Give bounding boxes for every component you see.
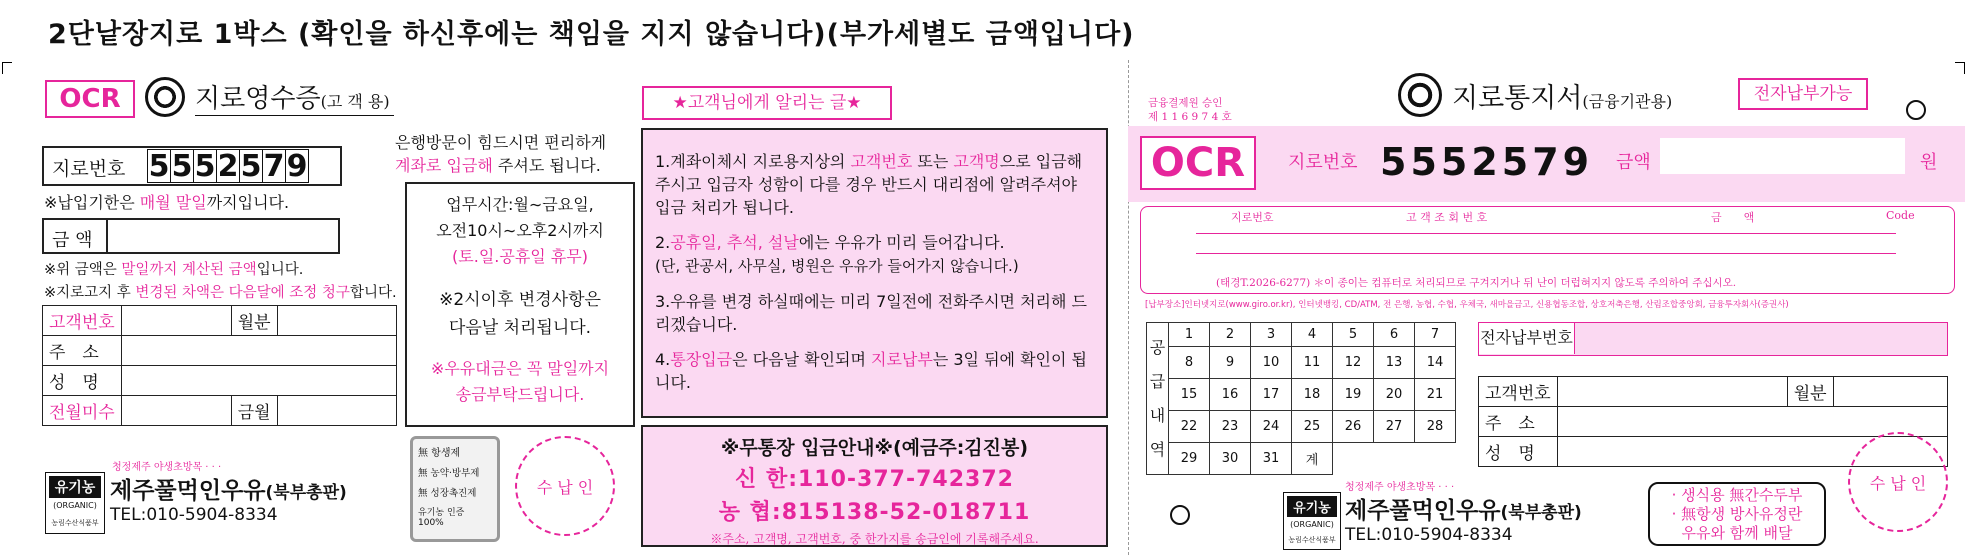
epay-number-field[interactable]: 전자납부번호 bbox=[1478, 322, 1948, 356]
business-hours-box: 업무시간:월∼금요일, 오전10시∼오후2시까지 (토.일.공휴일 휴무) ※2시이후 변경사항은 다음날 처리됩니다. ※우유대금은 꼭 말일까지 송금부탁드립니다. bbox=[405, 182, 635, 427]
phone-number: TEL:010-5904-8334 bbox=[1345, 525, 1513, 545]
amount-note: ※위 금액은 말일까지 계산된 금액입니다. bbox=[44, 262, 304, 278]
month-field[interactable] bbox=[1833, 377, 1947, 407]
table-row: 주 소 bbox=[1479, 407, 1948, 437]
calendar-day[interactable]: 21 bbox=[1415, 379, 1456, 411]
calendar-day[interactable]: 5 bbox=[1333, 323, 1374, 347]
notice-box bbox=[641, 128, 1108, 418]
brand-name: 제주풀먹인우유(북부총판) bbox=[1345, 498, 1582, 524]
calendar-day[interactable]: 17 bbox=[1251, 379, 1292, 411]
digit: 5 bbox=[171, 149, 193, 184]
approval-note: 금융결제원 승인 제 1 1 6 9 7 4 호 bbox=[1148, 97, 1232, 123]
supply-label: 공 급 내 역 bbox=[1147, 323, 1169, 475]
calendar-day[interactable]: 26 bbox=[1333, 411, 1374, 443]
receipt-stamp: 수 납 인 bbox=[1848, 432, 1948, 532]
digit: 9 bbox=[286, 149, 308, 184]
brand-name: 제주풀먹인우유(북부총판) bbox=[110, 478, 347, 504]
calendar-day[interactable]: 24 bbox=[1251, 411, 1292, 443]
amount-field[interactable] bbox=[42, 218, 340, 254]
notice-title: ★고객님에게 알리는 글★ bbox=[642, 86, 892, 120]
table-row: 성 명 bbox=[1479, 437, 1948, 467]
arrears-field[interactable] bbox=[121, 396, 231, 426]
supply-calendar bbox=[1146, 322, 1456, 475]
ocr-badge: OCR bbox=[1140, 136, 1256, 190]
table-row: 주 소 bbox=[43, 336, 397, 366]
calendar-day[interactable]: 7 bbox=[1415, 323, 1456, 347]
calendar-day[interactable]: 8 bbox=[1169, 347, 1210, 379]
page-title: 2단낱장지로 1박스 (확인을 하신후에는 책임을 지지 않습니다)(부가세별도 금액입니다) bbox=[48, 19, 1135, 50]
calendar-day[interactable]: 14 bbox=[1415, 347, 1456, 379]
registration-mark-icon bbox=[1906, 100, 1926, 120]
calendar-day[interactable]: 4 bbox=[1292, 323, 1333, 347]
phone-number: TEL:010-5904-8334 bbox=[110, 505, 278, 525]
nonghyup-account: 농 협:815138-52-018711 bbox=[718, 500, 1031, 525]
calendar-day[interactable]: 16 bbox=[1210, 379, 1251, 411]
certification-box: 無 항생제 無 농약·방부제 無 성장촉진제 유기농 인증 100% bbox=[410, 436, 500, 542]
calendar-day[interactable]: 13 bbox=[1374, 347, 1415, 379]
amount-field[interactable] bbox=[1660, 138, 1905, 174]
crop-mark bbox=[1955, 62, 1965, 74]
digit: 5 bbox=[240, 149, 262, 184]
payment-places: [납부장소]인터넷지로(www.giro.or.kr), 인터넷뱅킹, CD/ATM, 전 은행, 농협, 수협, 우체국, 새마을금고, 신용협동조합, 상호저축은행, 산림조합중앙회, 금융투자회사(증권사) bbox=[1145, 300, 1789, 310]
table-row: 전월미수 금월 bbox=[43, 396, 397, 426]
calendar-day[interactable]: 30 bbox=[1210, 443, 1251, 475]
digit: 5 bbox=[194, 149, 216, 184]
registration-mark-icon bbox=[1170, 505, 1190, 525]
giro-number-label: 지로번호 bbox=[1288, 152, 1358, 173]
calendar-day[interactable]: 27 bbox=[1374, 411, 1415, 443]
bank-visit-note-2: 계좌로 입금해 주셔도 됩니다. bbox=[395, 156, 601, 175]
brand-tagline: 청정제주 야생초방목 · · · bbox=[112, 462, 222, 473]
giro-logo-icon bbox=[145, 77, 185, 117]
receipt-title: 지로영수증(고 객 용) bbox=[195, 78, 394, 116]
epay-badge: 전자납부가능 bbox=[1738, 78, 1868, 110]
adjust-note: ※지로고지 후 변경된 차액은 다음달에 조정 청구합니다. bbox=[44, 285, 397, 301]
ocr-band bbox=[1128, 126, 1965, 202]
giro-number-box bbox=[42, 146, 342, 186]
amount-label: 금 액 bbox=[52, 230, 93, 251]
table-row: 고객번호 월분 bbox=[43, 306, 397, 336]
brand-tagline: 청정제주 야생초방목 · · · bbox=[1345, 482, 1455, 493]
calendar-day[interactable]: 19 bbox=[1333, 379, 1374, 411]
table-row: 성 명 bbox=[43, 366, 397, 396]
organic-badge: 유기농 (ORGANIC) 농림수산식품부 bbox=[45, 472, 105, 534]
ocr-badge: OCR bbox=[45, 80, 135, 118]
customer-no-field[interactable] bbox=[121, 306, 231, 336]
notice-item: 4.통장입금은 다음날 확인되며 지로납부는 3일 뒤에 확인이 됩니다. bbox=[655, 350, 1087, 392]
crop-mark bbox=[2, 62, 12, 74]
notice-form-title: 지로통지서(금융기관용) bbox=[1452, 83, 1673, 114]
giro-number-label: 지로번호 bbox=[52, 158, 126, 180]
organic-badge: 유기농 (ORGANIC) 농림수산식품부 bbox=[1283, 492, 1341, 550]
calendar-day[interactable]: 10 bbox=[1251, 347, 1292, 379]
calendar-day[interactable]: 31 bbox=[1251, 443, 1292, 475]
giro-digits bbox=[148, 149, 309, 183]
notice-item: 1.계좌이체시 지로용지상의 고객번호 또는 고객명으로 입금해 주시고 입금자 성함이 다를 경우 반드시 대리점에 알려주셔야 입금 처리가 됩니다. bbox=[655, 152, 1083, 217]
giro-number: 5552579 bbox=[1380, 140, 1594, 184]
customer-no-field[interactable] bbox=[1557, 377, 1787, 407]
notice-item: 3.우유를 변경 하실때에는 미리 7일전에 전화주시면 처리해 드리겠습니다. bbox=[655, 292, 1087, 334]
calendar-day[interactable]: 12 bbox=[1333, 347, 1374, 379]
month-amount-field[interactable] bbox=[277, 396, 396, 426]
calendar-day[interactable]: 29 bbox=[1169, 443, 1210, 475]
promo-box: · 생식용 無간수두부 · 無항생 방사유정란 우유와 함께 배달 bbox=[1648, 482, 1826, 546]
calendar-day[interactable]: 3 bbox=[1251, 323, 1292, 347]
name-field[interactable] bbox=[121, 366, 396, 396]
shinhan-account: 신 한:110-377-742372 bbox=[735, 467, 1014, 492]
amount-label: 금액 bbox=[1616, 152, 1651, 173]
receipt-stamp: 수 납 인 bbox=[515, 436, 615, 536]
calendar-day[interactable]: 23 bbox=[1210, 411, 1251, 443]
digit: 7 bbox=[263, 149, 285, 184]
bank-visit-note: 은행방문이 힘드시면 편리하게 bbox=[395, 133, 607, 152]
digit: 2 bbox=[217, 149, 239, 184]
notice-item: 2.공휴일, 추석, 설날에는 우유가 미리 들어갑니다. (단, 관공서, 사무실, 병원은 우유가 들어가지 않습니다.) bbox=[655, 233, 1019, 275]
calendar-day[interactable]: 6 bbox=[1374, 323, 1415, 347]
calendar-day[interactable]: 9 bbox=[1210, 347, 1251, 379]
calendar-day[interactable]: 28 bbox=[1415, 411, 1456, 443]
bank-transfer-box: ※무통장 입금안내※(예금주:김진봉) 신 한:110-377-742372 농 협:815138-52-018711 ※주소, 고객명, 고객번호, 중 한가지를 송금인에 기록해주세요. bbox=[641, 425, 1108, 547]
deadline-note: ※납입기한은 매월 말일까지입니다. bbox=[44, 193, 290, 212]
calendar-day[interactable]: 15 bbox=[1169, 379, 1210, 411]
calendar-day[interactable]: 22 bbox=[1169, 411, 1210, 443]
calendar-day[interactable]: 1 bbox=[1169, 323, 1210, 347]
giro-logo-icon bbox=[1398, 73, 1442, 117]
calendar-day[interactable]: 20 bbox=[1374, 379, 1415, 411]
fine-print: (태경T.2026-6277) ＊이 종이는 컴퓨터로 처리되므로 구겨지거나 뒤 난이 더럽혀지지 않도록 주의하여 주십시오. bbox=[1216, 277, 1737, 289]
won-label: 원 bbox=[1920, 152, 1938, 173]
calendar-day[interactable]: 2 bbox=[1210, 323, 1251, 347]
customer-table bbox=[42, 305, 397, 426]
month-field[interactable] bbox=[277, 306, 396, 336]
table-row: 고객번호 월분 bbox=[1479, 377, 1948, 407]
calendar-day[interactable]: 18 bbox=[1292, 379, 1333, 411]
calendar-day[interactable]: 25 bbox=[1292, 411, 1333, 443]
ocr-field-box: 지로번호 고 객 조 회 번 호 금 액 Code (태경T.2026-6277) ＊이 종이는 컴퓨터로 처리되므로 구겨지거나 뒤 난이 더럽혀지지 않도록 주의하여 주십시오. bbox=[1140, 206, 1955, 294]
address-field[interactable] bbox=[121, 336, 396, 366]
digit: 5 bbox=[148, 149, 170, 184]
calendar-total[interactable]: 계 bbox=[1292, 443, 1333, 475]
calendar-day[interactable]: 11 bbox=[1292, 347, 1333, 379]
